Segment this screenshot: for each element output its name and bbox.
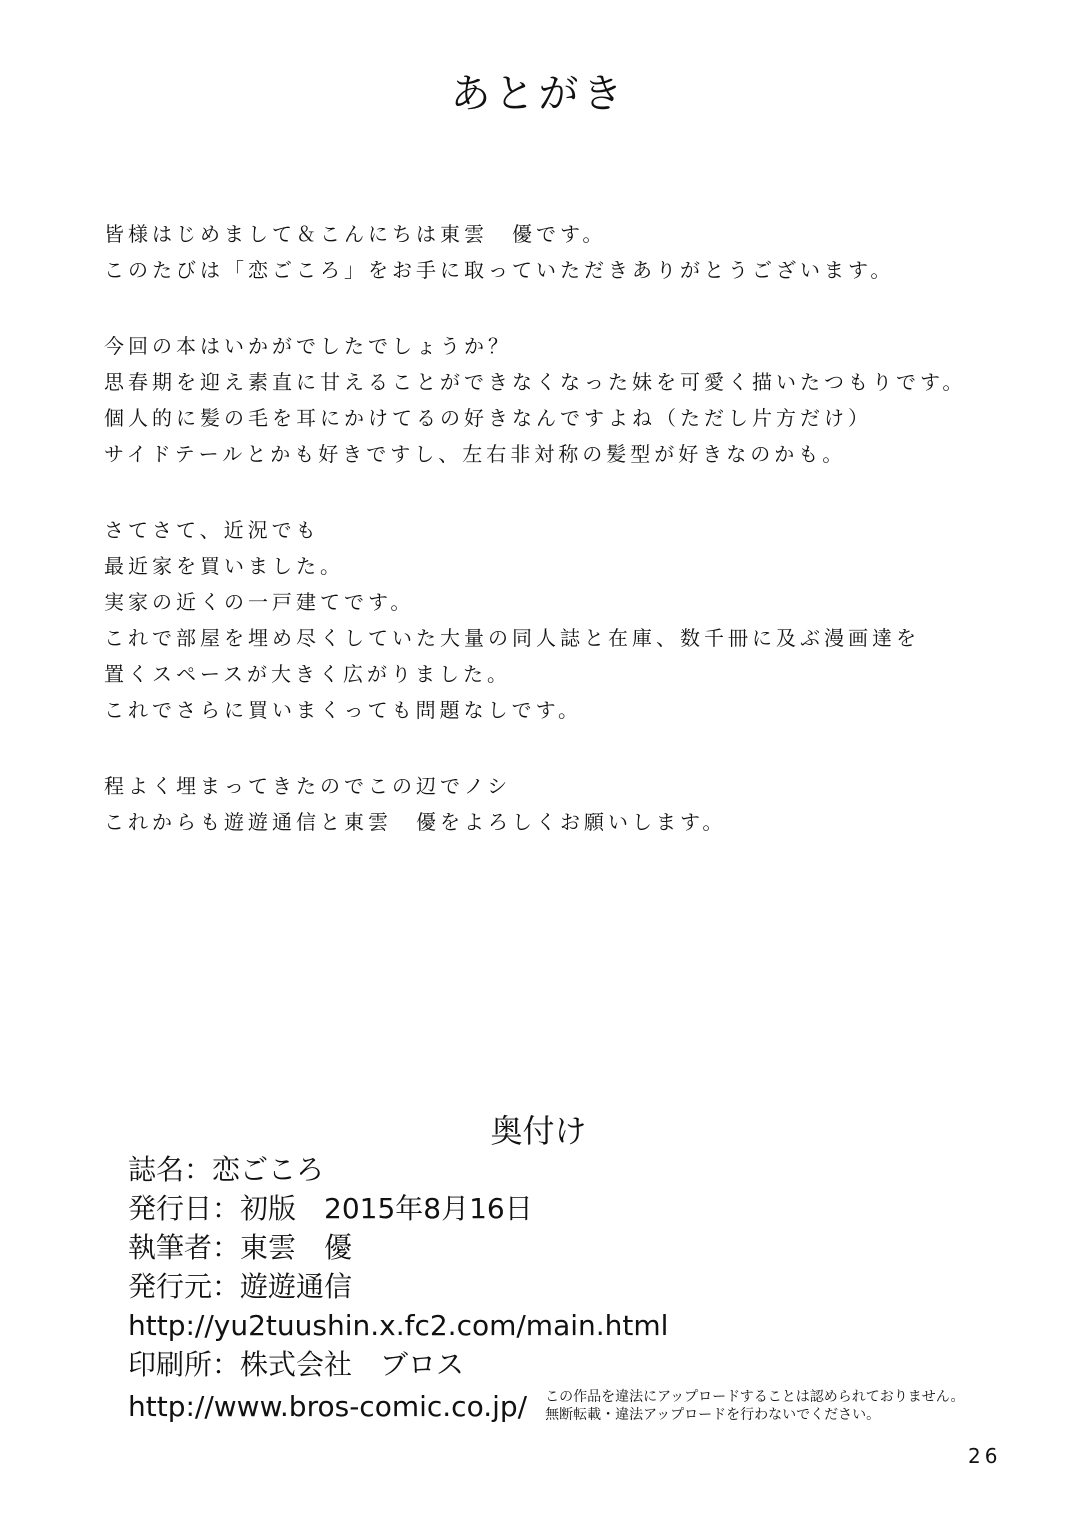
body-line: 最近家を買いました。 bbox=[104, 554, 344, 578]
body-line: サイドテールとかも好きですし、左右非対称の髪型が好きなのかも。 bbox=[104, 442, 847, 466]
paragraph-gap bbox=[104, 472, 1024, 512]
colophon-author: 執筆者：東雲 優 bbox=[128, 1231, 353, 1264]
printer-url-row bbox=[128, 1384, 1008, 1428]
colophon-publisher: 発行元：遊遊通信 bbox=[128, 1270, 353, 1303]
notice-line: 無断転載・違法アップロードを行わないでください。 bbox=[545, 1407, 881, 1423]
colophon-publish-date: 発行日：初版 2015年8月16日 bbox=[128, 1192, 533, 1225]
colophon-title: 奥付け bbox=[490, 1112, 587, 1150]
body-line: これからも遊遊通信と東雲 優をよろしくお願いします。 bbox=[104, 810, 727, 834]
paragraph-gap bbox=[104, 288, 1024, 328]
body-line: 今回の本はいかがでしたでしょうか？ bbox=[104, 334, 512, 358]
page-number: 26 bbox=[968, 1444, 1002, 1468]
upload-notice bbox=[545, 1388, 964, 1424]
body-line: 個人的に髪の毛を耳にかけてるの好きなんですよね（ただし片方だけ） bbox=[104, 406, 872, 430]
colophon-magazine-name: 誌名：恋ごころ bbox=[128, 1153, 325, 1186]
body-line: 実家の近くの一戸建てです。 bbox=[104, 590, 415, 614]
colophon-printer: 印刷所：株式会社 ブロス bbox=[128, 1348, 465, 1381]
body-line: 思春期を迎え素直に甘えることができなくなった妹を可愛く描いたつもりです。 bbox=[104, 370, 967, 394]
body-line: さてさて、近況でも bbox=[104, 518, 320, 542]
colophon bbox=[128, 1150, 1008, 1428]
body-line: これでさらに買いまくっても問題なしです。 bbox=[104, 698, 582, 722]
body-line: 置くスペースが大きく広がりました。 bbox=[104, 662, 511, 686]
notice-line: この作品を違法にアップロードすることは認められておりません。 bbox=[545, 1389, 965, 1405]
paragraph-gap bbox=[104, 728, 1024, 768]
body-line: 皆様はじめまして＆こんにちは東雲 優です。 bbox=[104, 222, 607, 246]
body-line: このたびは「恋ごころ」をお手に取っていただきありがとうございます。 bbox=[104, 258, 895, 282]
afterword-body bbox=[104, 216, 1024, 840]
body-line: これで部屋を埋め尽くしていた大量の同人誌と在庫、数千冊に及ぶ漫画達を bbox=[104, 626, 920, 650]
page-title: あとがき bbox=[450, 71, 627, 117]
body-line: 程よく埋まってきたのでこの辺でノシ bbox=[104, 774, 512, 798]
printer-url-link[interactable]: http://www.bros-comic.co.jp/ bbox=[128, 1389, 528, 1423]
publisher-url-link[interactable]: http://yu2tuushin.x.fc2.com/main.html bbox=[128, 1309, 669, 1342]
